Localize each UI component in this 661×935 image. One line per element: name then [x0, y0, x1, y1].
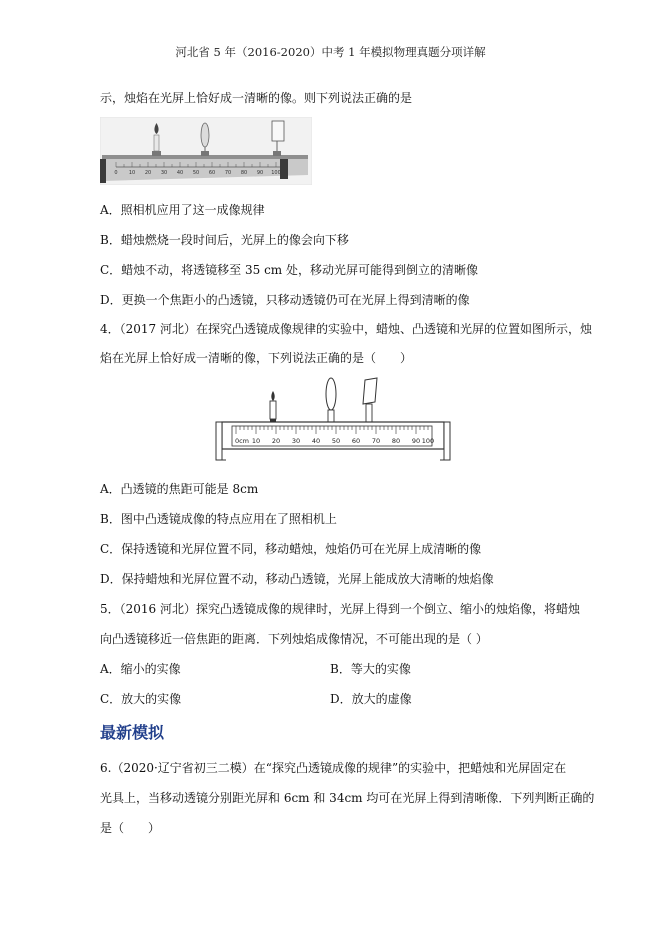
q3-option-a: A．照相机应用了这一成像规律: [100, 203, 265, 217]
q4-tick-30: 30: [291, 437, 301, 445]
q4-bench-right-leg: [444, 422, 450, 460]
q4-lens-icon: [326, 378, 336, 422]
q3-tick-60: 60: [208, 170, 216, 176]
q4-optical-bench-figure: [212, 374, 454, 464]
q5-option-b: B．等大的实像: [330, 662, 411, 676]
q3-bench-left-foot: [100, 159, 106, 183]
page-header: 河北省 5 年（2016-2020）中考 1 年模拟物理真题分项详解: [175, 45, 486, 59]
q3-tick-80: 80: [240, 170, 248, 176]
q4-option-a: A．凸透镜的焦距可能是 8cm: [100, 482, 259, 496]
q5-option-c: C．放大的实像: [100, 692, 182, 706]
q3-tick-70: 70: [224, 170, 232, 176]
q3-option-d: D．更换一个焦距小的凸透镜，只移动透镜仍可在光屏上得到清晰的像: [100, 293, 470, 307]
q3-tick-0: 0: [114, 170, 118, 176]
section-title-latest-mock: 最新模拟: [100, 723, 165, 742]
q4-bench-left-leg: [216, 422, 222, 460]
q3-tick-30: 30: [160, 170, 168, 176]
q5-stem-line1: 5．（2016 河北）探究凸透镜成像的规律时，光屏上得到一个倒立、缩小的烛焰像，将蜡烛: [100, 602, 580, 616]
q4-stem-line1: 4．（2017 河北）在探究凸透镜成像规律的实验中，蜡烛、凸透镜和光屏的位置如图所示，烛: [100, 322, 592, 336]
q4-tick-90: 90: [411, 437, 421, 445]
q4-stem-line2: 焰在光屏上恰好成一清晰的像，下列说法正确的是（ ）: [100, 351, 413, 365]
q5-stem-line2: 向凸透镜移近一倍焦距的距离．下列烛焰成像情况，不可能出现的是（ ）: [100, 632, 488, 646]
q3-lens-icon: [201, 123, 209, 156]
q6-stem-line2: 光具上，当移动透镜分别距光屏和 6cm 和 34cm 均可在光屏上得到清晰像．下列判断正确的: [100, 791, 595, 805]
q4-option-b: B．图中凸透镜成像的特点应用在了照相机上: [100, 512, 337, 526]
q3-tick-40: 40: [176, 170, 184, 176]
q4-tick-10: 10: [251, 437, 261, 445]
q4-tick-60: 60: [351, 437, 361, 445]
q5-option-d: D．放大的虚像: [330, 692, 412, 706]
q4-tick-40: 40: [311, 437, 321, 445]
q3-tick-90: 90: [256, 170, 264, 176]
q4-tick-0: 0cm: [234, 437, 250, 445]
q4-tick-70: 70: [371, 437, 381, 445]
q3-tick-50: 50: [192, 170, 200, 176]
q6-stem-line3: 是（ ）: [100, 821, 161, 835]
q4-option-c: C．保持透镜和光屏位置不同，移动蜡烛，烛焰仍可在光屏上成清晰的像: [100, 542, 482, 556]
q4-tick-20: 20: [271, 437, 281, 445]
q3-option-c: C．蜡烛不动，将透镜移至 35 cm 处，移动光屏可能得到倒立的清晰像: [100, 263, 478, 277]
q4-option-d: D．保持蜡烛和光屏位置不动，移动凸透镜，光屏上能成放大清晰的烛焰像: [100, 572, 494, 586]
q4-candle-icon: [270, 391, 276, 422]
q3-bench-right-foot: [280, 159, 288, 179]
q4-tick-100: 100: [421, 437, 435, 445]
q5-option-a: A．缩小的实像: [100, 662, 181, 676]
q3-option-b: B．蜡烛燃烧一段时间后，光屏上的像会向下移: [100, 233, 349, 247]
q4-screen-icon: [363, 378, 377, 422]
q3-tick-10: 10: [128, 170, 136, 176]
q3-stem: 示，烛焰在光屏上恰好成一清晰的像。则下列说法正确的是: [100, 91, 413, 105]
q3-optical-bench-figure: [100, 117, 312, 185]
q3-tick-100: 100: [271, 170, 281, 176]
q6-stem-line1: 6.（2020·辽宁省初三二模）在“探究凸透镜成像的规律”的实验中，把蜡烛和光屏固定在: [100, 761, 567, 775]
q3-tick-20: 20: [144, 170, 152, 176]
q4-tick-80: 80: [391, 437, 401, 445]
q4-tick-50: 50: [331, 437, 341, 445]
